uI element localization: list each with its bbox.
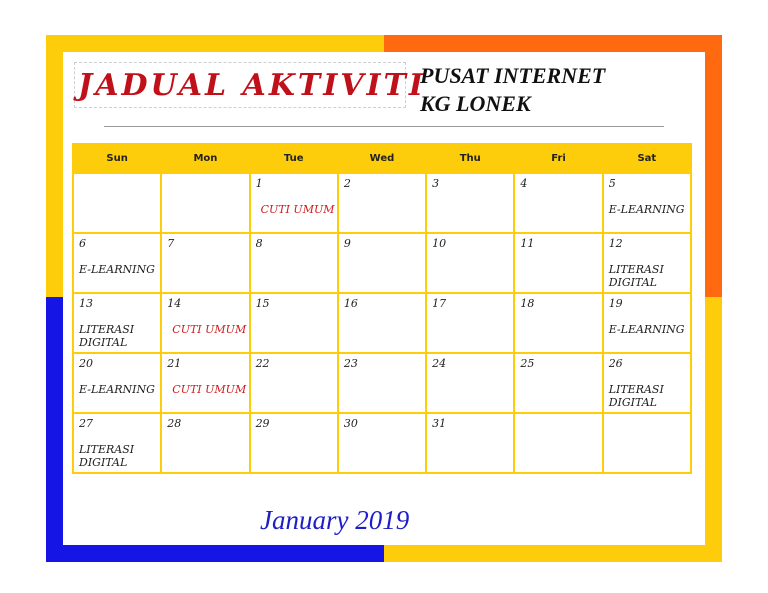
frame-top-right [384, 35, 722, 52]
day-number: 15 [255, 297, 270, 310]
calendar-day-cell [338, 293, 426, 353]
calendar-day-cell [338, 173, 426, 233]
calendar-grid [72, 143, 692, 474]
calendar-day-cell [161, 173, 249, 233]
day-number: 18 [520, 297, 535, 310]
frame-left-bottom [46, 297, 63, 562]
calendar-week-row [73, 293, 691, 353]
calendar-day-cell [250, 353, 338, 413]
holiday-label: CUTI UMUM [172, 323, 247, 336]
day-number: 23 [343, 357, 358, 370]
calendar-week-row [73, 173, 691, 233]
calendar-day-cell [250, 173, 338, 233]
calendar-day-cell [514, 233, 602, 293]
weekday-fri: Fri [514, 144, 602, 173]
frame-left-top [46, 35, 63, 297]
calendar-day-cell [426, 173, 514, 233]
calendar-day-cell [73, 413, 161, 473]
day-number: 5 [608, 177, 616, 190]
calendar-day-cell [603, 413, 691, 473]
activity-label: LITERASI DIGITAL [608, 383, 664, 409]
calendar-day-cell [73, 353, 161, 413]
day-number: 2 [343, 177, 351, 190]
day-number: 16 [343, 297, 358, 310]
activity-label: LITERASI DIGITAL [79, 323, 135, 349]
calendar-day-cell [73, 293, 161, 353]
calendar-day-cell [338, 413, 426, 473]
calendar-day-cell [426, 233, 514, 293]
organization-name [420, 62, 605, 118]
day-number: 20 [79, 357, 93, 370]
day-number: 28 [167, 417, 182, 430]
calendar-week-row [73, 413, 691, 473]
calendar-day-cell [514, 413, 602, 473]
frame-bottom-left [46, 545, 384, 562]
calendar-day-cell [338, 353, 426, 413]
day-number: 21 [167, 357, 182, 370]
day-number: 11 [520, 237, 535, 250]
day-number: 6 [79, 237, 86, 250]
calendar-day-cell [603, 173, 691, 233]
activity-label: E-LEARNING [608, 323, 685, 336]
calendar-day-cell [250, 413, 338, 473]
calendar-day-cell [426, 353, 514, 413]
calendar-day-cell [161, 293, 249, 353]
calendar-day-cell [250, 293, 338, 353]
weekday-thu: Thu [426, 144, 514, 173]
calendar-day-cell [338, 233, 426, 293]
weekday-wed: Wed [338, 144, 426, 173]
day-number: 22 [255, 357, 270, 370]
frame-right-bottom [705, 297, 722, 562]
calendar-day-cell [426, 293, 514, 353]
day-number: 4 [520, 177, 528, 190]
day-number: 29 [255, 417, 270, 430]
weekday-mon: Mon [161, 144, 249, 173]
weekday-sat: Sat [603, 144, 691, 173]
activity-label: E-LEARNING [79, 383, 155, 396]
day-number: 27 [79, 417, 93, 430]
page-title: JADUAL AKTIVITI [78, 68, 426, 103]
calendar-day-cell [514, 173, 602, 233]
day-number: 8 [255, 237, 263, 250]
frame-right-top [705, 35, 722, 297]
calendar-day-cell [73, 173, 161, 233]
day-number: 24 [432, 357, 447, 370]
day-number: 19 [608, 297, 623, 310]
calendar-day-cell [73, 233, 161, 293]
day-number: 9 [343, 237, 351, 250]
calendar-week-row [73, 233, 691, 293]
activity-label: E-LEARNING [608, 203, 685, 216]
day-number: 3 [432, 177, 440, 190]
calendar-day-cell [603, 233, 691, 293]
header-divider [104, 126, 664, 127]
day-number: 7 [167, 237, 175, 250]
calendar-day-cell [161, 413, 249, 473]
activity-label: LITERASI DIGITAL [79, 443, 135, 469]
calendar-day-cell [514, 353, 602, 413]
calendar-day-cell [250, 233, 338, 293]
day-number: 26 [608, 357, 623, 370]
frame-top-left [46, 35, 384, 52]
month-label: January 2019 [260, 505, 410, 535]
day-number: 25 [520, 357, 535, 370]
weekday-sun: Sun [73, 144, 161, 173]
day-number: 17 [432, 297, 447, 310]
day-number: 12 [608, 237, 623, 250]
day-number: 10 [432, 237, 447, 250]
frame-bottom-right [384, 545, 722, 562]
weekday-tue: Tue [250, 144, 338, 173]
weekday-header-row [73, 144, 691, 173]
holiday-label: CUTI UMUM [172, 383, 247, 396]
day-number: 13 [79, 297, 93, 310]
day-number: 30 [343, 417, 358, 430]
calendar-day-cell [161, 353, 249, 413]
calendar-day-cell [426, 413, 514, 473]
day-number: 14 [167, 297, 182, 310]
day-number: 31 [432, 417, 447, 430]
activity-label: E-LEARNING [79, 263, 155, 276]
organization-line-2: KG LONEK [420, 91, 531, 116]
holiday-label: CUTI UMUM [260, 203, 335, 216]
calendar-day-cell [603, 353, 691, 413]
calendar-day-cell [514, 293, 602, 353]
calendar-day-cell [603, 293, 691, 353]
calendar-day-cell [161, 233, 249, 293]
organization-line-1: PUSAT INTERNET [420, 63, 606, 88]
calendar-week-row [73, 353, 691, 413]
day-number: 1 [255, 177, 263, 190]
calendar-body [73, 173, 691, 473]
activity-label: LITERASI DIGITAL [608, 263, 664, 289]
